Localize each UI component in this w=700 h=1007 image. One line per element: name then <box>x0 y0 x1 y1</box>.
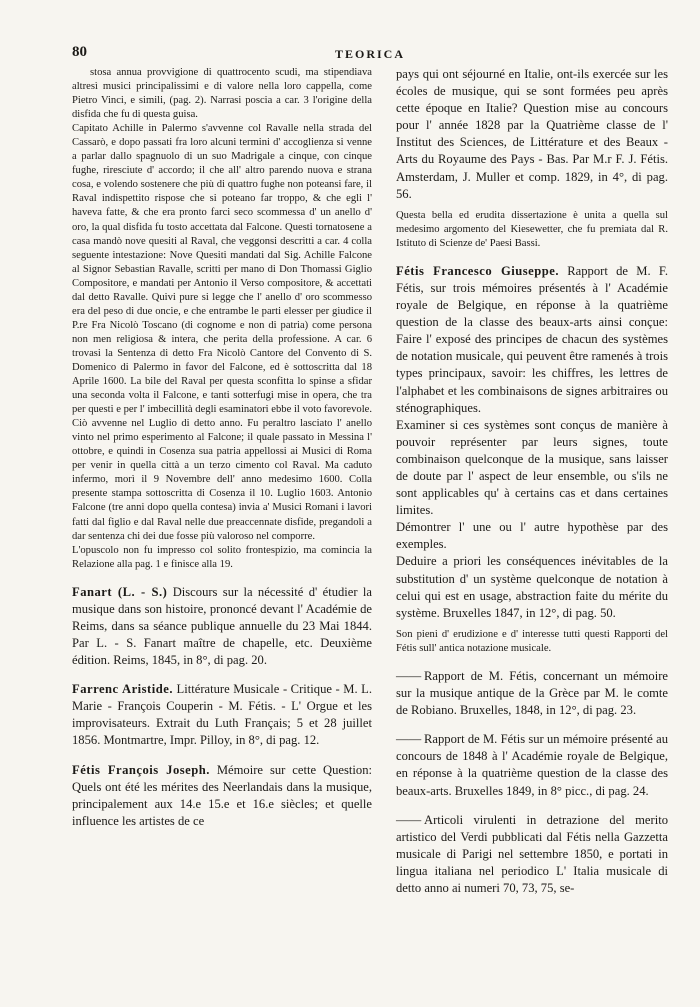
left-paragraph-2: Capitato Achille in Palermo s'avvenne col Ravalle nella strada del Cassarò, e dopo passati fra loro alcuni termini d' accoglienza si venne a parlar dallo spagnuolo di un suo Madrigale a cinque, con cinque fughe, riresciute d' accordo; il che all' altro parendo nuova e strana cosa, e volendo sostenere che più di quattro fughe non poteansi fare, il Raval indispettito rispose che si poteano far troppo, & che egli l' haveva fatte, & che era pronto farci seco scommessa d' un anello d' oro, la qual disfida fu tosto accettata dal Falcone. Questi tornatosene a casa mandò nove quesiti al Raval, che veggonsi descritti a car. 4 colla seguente intestazione: Nove Quesiti mandati dal Sig. Achille Falcone al Signor Sebastian Ravalle, scritti per mano di Don Thomassi Giglio Compositore, e mandati per Antonio il Verso compositore, & accettati dal detto Ravalle. Quivi pure si legge che l' anello d' oro scommesso era del peso di due oncie, e che entrambe le parti elesser per giudice il P.re Fra Nicolò Toscano (di cognome e non di patria) come persona non men religiosa & intera, che perita della professione. A car. 6 trovasi la Sentenza di detto Fra Nicolò Cantore del Convento di S. Domenico di Palermo in favor del Falcone, ed è sottoscritta dal 18 Aprile 1600. La bile del Raval per questa sconfitta lo spinse a sfidar una seconda volta il Falcone, e tanti sotterfugi mise in opera, che tra per questi e per l' imbecillità degli esaminatori ebbe il voto favorevole. Ciò avvenne nel Luglio di detto anno. Fu peraltro lasciato l' anello vinto nel primo esperimento al Falcone; il quale passato in Messina l' ottobre, e quindi in Cosenza sua patria appellossi ai Musici di Roma per venir in quella città a un terzo cimento col Raval. Ma caduto infermo, morì il 9 Novembre dell' anno medesimo 1600. Colla presente stampa sottoscritta di Cosenza il 10. Luglio 1603. Antonio Falcone (tre anni dopo quella contesa) invia a' Musici Romani i lavori fatti dal figlio e dal Raval nelle due preaccennate disfide, pregandoli a dar sentenza chi dei due fosse più valoroso nel comporre. <box>72 123 372 542</box>
dash-mark: —— <box>396 732 422 747</box>
sub-entry-3-text: Articoli virulenti in detrazione del merito artistico del Verdi pubblicati dal Fétis nella Gazzetta musicale di Parigi nel settembre 1850, e portati in lingua italiana nel periodico L' Italia musicale di detto anno ai numeri 70, 73, 75, se- <box>396 812 668 895</box>
entry-fanart-head: Fanart (L. - S.) <box>72 584 168 599</box>
entry-fanart-text: Discours sur la nécessité d' étudier la musique dans son histoire, prononcé devant l' Académie de Reims, dans sa séance publique annuelle du 23 Mai 1844. Par L. - S. Fanart maître de chapelle, etc. Deuxième édition. Reims, 1845, in 8°, di pag. 20. <box>72 584 372 668</box>
sub-entry-1 <box>396 668 668 719</box>
entry-farrenc-text: Littérature Musicale - Critique - M. L. Marie - François Couperin - M. Fétis. - L' Orgue et les improvisateurs. Extrait du Luth Français; 5 et 28 juillet 1856. Montmartre, Impr. Pilloy, in 8°, di pag. 12. <box>72 682 372 748</box>
right-paragraph-4: Deduire a priori les conséquences inévitables de la substitution d' un système quelconque de notation à celui qui est en usage, abstraction faite du mérite du système. Bruxelles 1847, in 12°, di pag. 50. <box>396 554 668 620</box>
right-note-1: Questa bella ed erudita dissertazione è unita a quella sul medesimo argomento del Kiesewetter, che fu premiata dal R. Istituto di Scienze de' Paesi Bassi. <box>396 209 668 249</box>
right-paragraph-3: Démontrer l' une ou l' autre hypothèse par des exemples. <box>396 520 668 552</box>
entry-fetis-francesco <box>396 263 668 417</box>
entry-fetis-francesco-head: Fétis Francesco Giuseppe. <box>396 263 559 278</box>
entry-fanart <box>72 584 372 669</box>
sub-entry-2 <box>396 731 668 799</box>
dash-mark: —— <box>396 668 422 683</box>
page-number: 80 <box>72 44 87 60</box>
left-column <box>72 66 372 830</box>
right-paragraph-2: Examiner si ces systèmes sont conçus de manière à pouvoir représenter par leurs signes, toute combinaison quelconque de la musique, sans laisser de doute par l' aspect de leur ensemble, ou s'ils ne sont applicables qu' à certains cas et dans certaines limites. <box>396 417 668 518</box>
left-paragraph-1: stosa annua provvigione di quattrocento scudi, ma stipendiava altresì musici principalissimi e di valore nella loro cappella, come Pietro Vinci, e simili, (pag. 2). Narrasi poscia a car. 3 l'origine della disfida che fu di questa guisa. <box>72 67 372 121</box>
sub-entry-3 <box>396 812 668 897</box>
right-column <box>396 66 668 897</box>
entry-fetis-francois-head: Fétis François Joseph. <box>72 762 210 777</box>
running-title: TEORICA <box>334 47 405 61</box>
sub-entry-1-text: Rapport de M. Fétis, concernant un mémoire sur la musique antique de la Grèce par M. le comte de Robiano. Bruxelles, 1848, in 12°, di pag. 23. <box>396 668 668 718</box>
entry-fetis-francois-text: Mémoire sur cette Question: Quels ont été les mérites des Neerlandais dans la musique, principalement aux 14.e 15.e et 16.e siècles; et quelle influence les artistes de ce <box>72 762 372 828</box>
entry-fetis-francois <box>72 762 372 830</box>
sub-entry-2-text: Rapport de M. Fétis sur un mémoire présenté au concours de 1848 à l' Académie royale de Belgique, en réponse à la quatrième question de la classe des beaux-arts. Bruxelles 1849, in 8° picc., di pag. 24. <box>396 732 668 798</box>
entry-farrenc <box>72 681 372 749</box>
entry-fetis-francesco-text: Rapport de M. F. Fétis, sur trois mémoires présentés à l' Académie royale de Belgique, en réponse à la quatrième question de la classe des beaux-arts ainsi conçue: Faire l' exposé des principes de chacun des systèmes de notation musicale, qui peuvent être ramenés à trois types principaux, savoir: les chiffres, les lettres de l'alphabet et les combinaisons de signes arbitraires ou sténographiques. <box>396 263 669 415</box>
dash-mark: —— <box>396 812 422 827</box>
right-paragraph-1: pays qui ont séjourné en Italie, ont-ils exercée sur les écoles de musique, qui se sont formées peu après cette époque en Italie? Question mise au concours pour l' année 1828 par la Quatrième classe de l' Institut des Sciences, de Littérature et des Beaux - Arts du Royaume des Pays - Bas. Par M.r F. J. Fétis. Amsterdam, J. Muller et comp. 1829, in 4°, di pag. 56. <box>396 67 668 201</box>
left-paragraph-3: L'opuscolo non fu impresso col solito frontespizio, ma comincia la Relazione alla pag. 1 e finisce alla 19. <box>72 544 372 570</box>
right-note-2: Son pieni d' erudizione e d' interesse tutti questi Rapporti del Fétis sull' antica notazione musicale. <box>396 628 668 654</box>
entry-farrenc-head: Farrenc Aristide. <box>72 682 173 697</box>
